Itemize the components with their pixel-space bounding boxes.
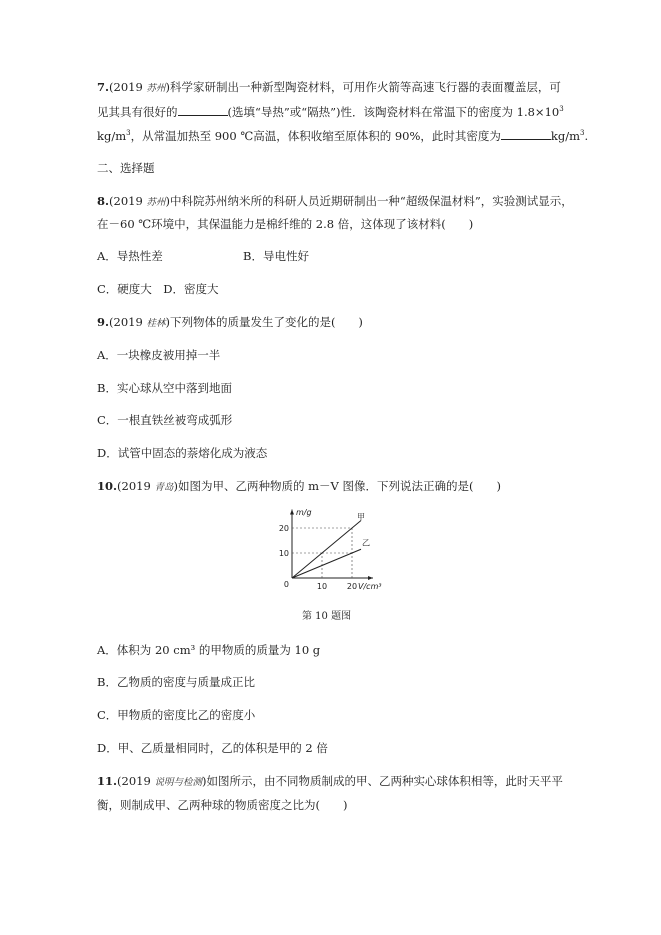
q7-text: )科学家研制出一种新型陶瓷材料，可用作火箭等高速飞行器的表面覆盖层，可 (165, 80, 561, 94)
q9-line1 (97, 314, 363, 332)
q7-end: . (584, 129, 589, 143)
q7-number: 7. (97, 80, 110, 94)
x-tick-label-20: 20 (346, 582, 358, 591)
q7-unit-2: kg/m (550, 129, 581, 143)
q9-source: 桂林 (146, 318, 166, 329)
q8-option-cd[interactable]: C．硬度大 D．密度大 (97, 282, 219, 296)
origin-label: 0 (283, 580, 289, 589)
q7-unit-exp-2: 3 (580, 129, 585, 138)
q7-text-c: ，从常温加热至 900 ℃高温，体积收缩至原体积的 90%，此时其密度为 (130, 129, 501, 143)
q7-line3 (97, 128, 588, 144)
q8-source: 苏州 (146, 197, 166, 208)
x-axis-label: V/cm³ (358, 582, 382, 591)
q11-year: (2019 (117, 774, 151, 788)
q10-option-d[interactable]: D．甲、乙质量相同时，乙的体积是甲的 2 倍 (97, 741, 328, 755)
q9-option-a[interactable]: A．一块橡皮被用掉一半 (97, 348, 221, 362)
q9-number: 9. (97, 315, 110, 329)
q8-line2: 在－60 ℃环境中，其保温能力是棉纤维的 2.8 倍，这体现了该材料( ) (97, 217, 474, 231)
q7-exponent: 3 (559, 105, 564, 114)
q7-blank-2[interactable] (501, 128, 551, 140)
q9-option-b[interactable]: B．实心球从空中落到地面 (97, 381, 232, 395)
q10-line1 (97, 478, 501, 496)
q11-line2: 衡，则制成甲、乙两种球的物质密度之比为( ) (97, 798, 348, 812)
q10-text: )如图为甲、乙两种物质的 m－V 图像．下列说法正确的是( ) (173, 479, 501, 493)
q9-year: (2019 (109, 315, 143, 329)
mv-graph (276, 506, 386, 598)
q10-number: 10. (97, 479, 118, 493)
q11-number: 11. (97, 774, 118, 788)
q7-unit: kg/m (97, 129, 127, 143)
q10-option-a[interactable]: A．体积为 20 cm³ 的甲物质的质量为 10 g (97, 643, 321, 657)
q9-option-d[interactable]: D．试管中固态的萘熔化成为液态 (97, 446, 268, 460)
q11-line1 (97, 773, 563, 791)
q10-option-b[interactable]: B．乙物质的密度与质量成正比 (97, 675, 255, 689)
q7-line1 (97, 79, 561, 97)
q8-year: (2019 (109, 194, 143, 208)
section-heading: 二、选择题 (97, 161, 155, 175)
q11-source: 说明与检测 (154, 777, 202, 788)
q10-option-c[interactable]: C．甲物质的密度比乙的密度小 (97, 708, 256, 722)
series-label-2: 乙 (362, 538, 370, 548)
q9-text: )下列物体的质量发生了变化的是( ) (165, 315, 363, 329)
y-axis-arrow (290, 510, 294, 515)
q7-text-b: (选填“导热”或“隔热”)性．该陶瓷材料在常温下的密度为 1.8×10 (227, 105, 560, 119)
q10-year: (2019 (117, 479, 151, 493)
q8-text: )中科院苏州纳米所的科研人员近期研制出一种“超级保温材料”，实验测试显示， (165, 194, 573, 208)
x-axis-arrow (368, 576, 373, 580)
q8-number: 8. (97, 194, 110, 208)
q11-text: )如图所示，由不同物质制成的甲、乙两种实心球体积相等，此时天平平 (201, 774, 563, 788)
q7-year: (2019 (109, 80, 143, 94)
q8-options-row1 (97, 248, 163, 264)
q8-line1 (97, 193, 573, 211)
y-axis-label: m/g (296, 508, 312, 517)
q7-text-a: 见其具有很好的 (97, 105, 178, 119)
q10-caption: 第 10 题图 (302, 611, 352, 622)
y-tick-label-20: 20 (278, 524, 289, 533)
q9-option-c[interactable]: C．一根直铁丝被弯成弧形 (97, 413, 233, 427)
series-label-1: 甲 (357, 512, 365, 522)
q7-line2 (97, 104, 564, 120)
q8-option-a[interactable]: A．导热性差 (97, 249, 163, 263)
series-line-1 (292, 521, 361, 579)
y-tick-label-10: 10 (278, 549, 289, 558)
q8-option-b[interactable]: B．导电性好 (243, 249, 309, 263)
q7-source: 苏州 (146, 83, 166, 94)
q7-blank-1[interactable] (178, 104, 228, 116)
q7-unit-exp: 3 (126, 129, 131, 138)
series-line-2 (292, 549, 361, 578)
x-tick-label-10: 10 (316, 582, 328, 591)
q10-source: 青岛 (154, 482, 174, 493)
